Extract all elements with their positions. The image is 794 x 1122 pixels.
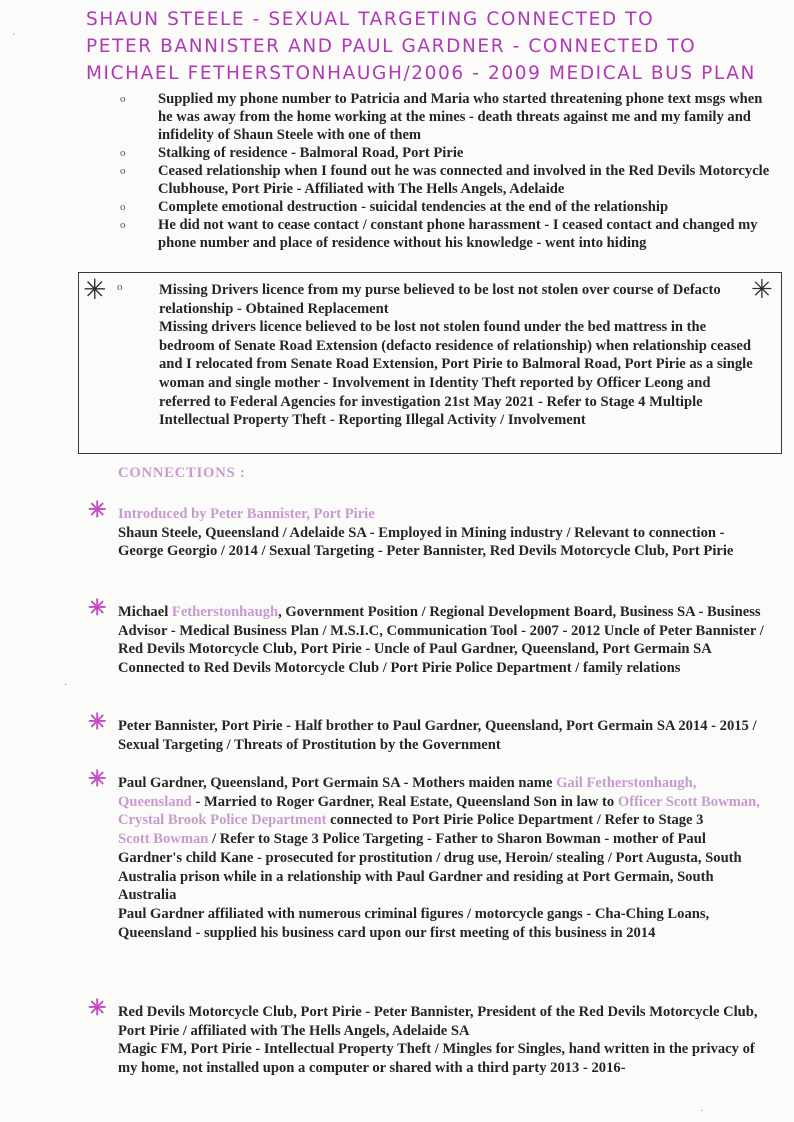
bullet-text: Complete emotional destruction - suicidal tendencies at the end of the relationship xyxy=(158,199,669,215)
entry-paragraph: Paul Gardner affiliated with numerous criminal figures / motorcycle gangs - Cha-Ching Loans, Queensland - supplied his business card upon our first meeting of this business in 2014 xyxy=(118,905,710,941)
hand-drawn-asterisk-icon: ✳ xyxy=(83,275,107,306)
entry-paragraph xyxy=(118,774,768,830)
entry-text-highlight: Officer Scott Bowman, Crystal Brook Police Department xyxy=(118,793,760,829)
hand-drawn-asterisk-icon: ✳ xyxy=(88,595,107,620)
list-item xyxy=(110,162,770,198)
bullet-list xyxy=(110,90,770,252)
list-item xyxy=(110,216,770,252)
hand-drawn-asterisk-icon: ✳ xyxy=(751,275,773,304)
connection-entry xyxy=(88,595,768,678)
entry-body xyxy=(118,603,768,659)
entry-text: Paul Gardner, Queensland, Port Germain SA - Mothers maiden name xyxy=(118,775,557,791)
bullet-text: Supplied my phone number to Patricia and Maria who started threatening phone text msgs when he was away from the home working at the mines - death threats against me and my family and infidelity of Shaun Steele with one of them xyxy=(158,91,763,143)
boxed-bullet-text: Missing Drivers licence from my purse believed to be lost not stolen over course of Defacto relationship - Obtained Replacement xyxy=(159,282,721,317)
hand-drawn-asterisk-icon: ✳ xyxy=(88,497,107,522)
entry-paragraph: Magic FM, Port Pirie - Intellectual Property Theft / Mingles for Singles, hand written in the privacy of my home, not installed upon a computer or shared with a third party 2013 - 2016- xyxy=(118,1041,755,1077)
boxed-paragraph: Missing drivers licence believed to be lost not stolen found under the bed mattress in the bedroom of Senate Road Extension (defacto residence of relationship) when relationship ceased and I relocated from Senate Road Extension, Port Pirie to Balmoral Road, Port Pirie as a single woman and single mother - Involvement in Identity Theft reported by Officer Leong and referred to Federal Agencies for investigation 21st May 2021 - Refer to Stage 4 Multiple Intellectual Property Theft - Reporting Illegal Activity / Involvement xyxy=(159,319,753,429)
scan-speck: · xyxy=(64,680,68,691)
list-item xyxy=(110,198,770,216)
bullet-text: Stalking of residence - Balmoral Road, Port Pirie xyxy=(158,145,464,161)
circle-bullet-icon: o xyxy=(120,147,126,159)
list-item xyxy=(110,90,770,144)
header-line-2: PETER BANNISTER AND PAUL GARDNER - CONNECTED TO xyxy=(86,36,697,57)
entry-name-highlight: Fetherstonhaugh xyxy=(171,604,279,620)
entry-intro: Introduced by Peter Bannister, Port Pirie xyxy=(118,506,375,522)
list-item xyxy=(110,144,770,162)
entry-body: Peter Bannister, Port Pirie - Half brother to Paul Gardner, Queensland, Port Germain SA 2014 - 2015 / Sexual Targeting / Threats of Prostitution by the Government xyxy=(118,718,757,753)
boxed-note xyxy=(78,272,782,454)
circle-bullet-icon: o xyxy=(120,165,126,177)
entry-paragraph: Red Devils Motorcycle Club, Port Pirie - Peter Bannister, President of the Red Devils Motorcycle Club, Port Pirie / affiliated with The Hells Angels, Adelaide SA xyxy=(118,1004,758,1039)
entry-text: - Married to Roger Gardner, Real Estate, Queensland Son in law to xyxy=(191,793,618,810)
header-line-1: SHAUN STEELE - SEXUAL TARGETING CONNECTED TO xyxy=(86,9,655,30)
connection-entry xyxy=(88,497,768,561)
entry-text-highlight: Gail Fetherstonhaugh, Queensland xyxy=(118,775,697,810)
entry-text: connected to Port Pirie Police Department / Refer to Stage 3 xyxy=(326,812,704,829)
connection-entry xyxy=(88,995,768,1078)
entry-text: / Refer to Stage 3 Police Targeting - Father to Sharon Bowman - mother of Paul Gardner's child Kane - prosecuted for prostitution / drug use, Heroin/ stealing / Port Augusta, South Australia prison while in a relationship with Paul Gardner and residing at Port Germain, South Australia xyxy=(118,831,742,904)
bullet-text: Ceased relationship when I found out he was connected and involved in the Red Devils Motorcycle Clubhouse, Port Pirie - Affiliated with The Hells Angels, Adelaide xyxy=(158,163,770,197)
connection-entry xyxy=(88,709,768,754)
hand-drawn-asterisk-icon: ✳ xyxy=(88,766,107,791)
circle-bullet-icon: o xyxy=(120,201,126,213)
entry-body: Shaun Steele, Queensland / Adelaide SA - Employed in Mining industry / Relevant to connection - George Georgio / 2014 / Sexual Targeting - Peter Bannister, Red Devils Motorcycle Club, Port Pirie xyxy=(118,524,734,560)
entry-text-highlight: Scott Bowman xyxy=(118,831,209,848)
entry-name: Michael xyxy=(118,604,172,620)
hand-drawn-asterisk-icon: ✳ xyxy=(88,709,107,734)
entry-text: , Government Position / Regional Development Board, Business SA - Business Advisor - Medical Business Plan / M.S.I.C, Communication Tool - 2007 - 2012 Uncle of Peter Bannister / Red Devils Motorcycle Club, Port Pirie - Uncle of Paul Gardner, Queensland, Port Germain SA xyxy=(118,604,764,658)
handwritten-header xyxy=(86,6,786,87)
connections-heading: CONNECTIONS : xyxy=(118,465,246,481)
bullet-text: He did not want to cease contact / constant phone harassment - I ceased contact and changed my phone number and place of residence without his knowledge - went into hiding xyxy=(158,217,758,251)
circle-bullet-icon: o xyxy=(117,281,123,293)
hand-drawn-asterisk-icon: ✳ xyxy=(88,995,107,1020)
entry-line: Connected to Red Devils Motorcycle Club / Port Pirie Police Department / family relations xyxy=(118,660,681,677)
boxed-note-content xyxy=(159,281,759,430)
scan-speck: · xyxy=(12,30,16,41)
scan-speck: · xyxy=(700,1106,704,1117)
connection-entry xyxy=(88,766,768,942)
header-line-3: MICHAEL FETHERSTONHAUGH/2006 - 2009 MEDICAL BUS PLAN xyxy=(86,63,756,84)
entry-paragraph xyxy=(118,830,768,905)
circle-bullet-icon: o xyxy=(120,219,126,231)
circle-bullet-icon: o xyxy=(120,93,126,105)
